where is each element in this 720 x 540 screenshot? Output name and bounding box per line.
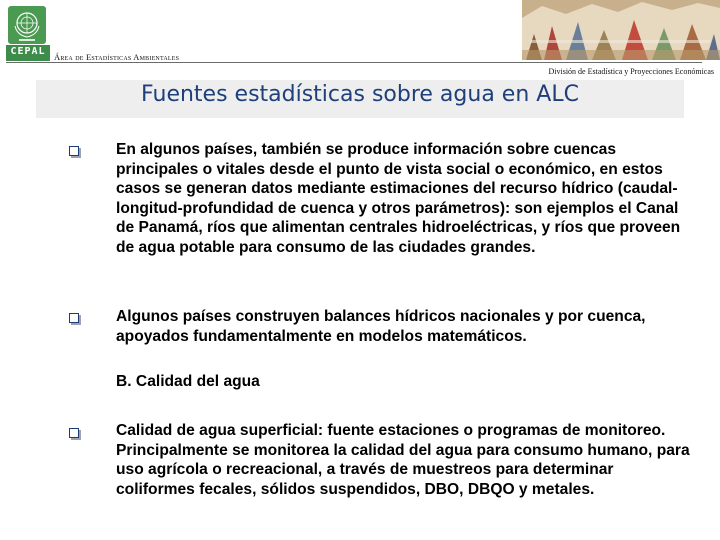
cepal-logo-icon bbox=[6, 45, 50, 61]
bullet-text-1: En algunos países, también se produce información sobre cuencas principales o vitales desde el punto de vista social o económico, en estos casos se generan datos mediante estimaciones del recurso hídrico (caudal-longitud-profundidad de cuenca y otros parámetros): son ejemplos el Canal de Panamá, ríos que alimentan centrales hidroeléctricas, y ríos que proveen de agua potable para consumo de las ciudades grandes. bbox=[116, 141, 681, 256]
bullet-text-3: Calidad de agua superficial: fuente estaciones o programas de monitoreo. Principalmente se monitorea la calidad del agua para consumo humano, para uso agrícola o recreacional, a través de muestreos para determinar coliformes fecales, sólidos suspendidos, DBO, DBQO y metales. bbox=[116, 422, 690, 498]
bullet-square-icon bbox=[69, 313, 79, 323]
slide-title: Fuentes estadísticas sobre agua en ALC bbox=[141, 82, 579, 107]
bullet-square-icon bbox=[69, 428, 79, 438]
bullet-square-icon bbox=[69, 146, 79, 156]
header-divider bbox=[6, 62, 702, 63]
header-art-image bbox=[522, 0, 720, 60]
bullet-text-2: Algunos países construyen balances hídricos nacionales y por cuenca, apoyados fundamentalmente en modelos matemáticos. bbox=[116, 308, 646, 345]
division-label: División de Estadística y Proyecciones Económicas bbox=[548, 67, 714, 76]
cepal-logo-text: CEPAL bbox=[10, 46, 46, 57]
area-label: Área de Estadísticas Ambientales bbox=[54, 52, 180, 62]
section-subheading: B. Calidad del agua bbox=[116, 373, 260, 390]
un-emblem-icon bbox=[8, 6, 46, 44]
